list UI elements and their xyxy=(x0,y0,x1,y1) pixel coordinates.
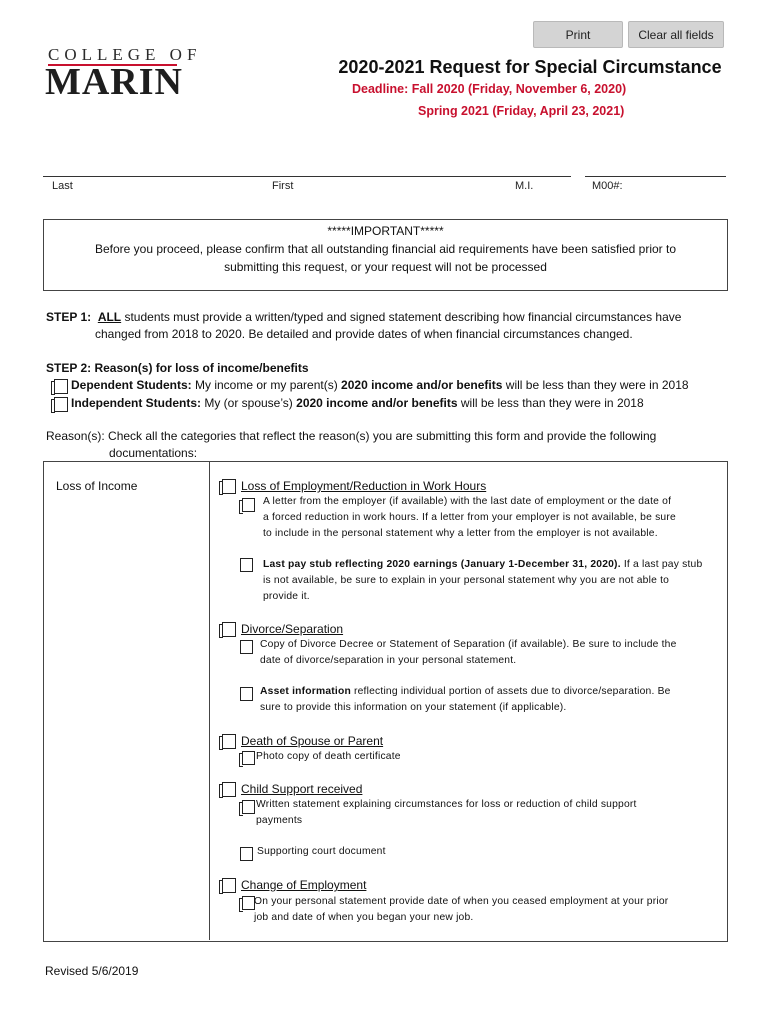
print-button[interactable]: Print xyxy=(533,21,623,48)
loss-of-employment-heading: Loss of Employment/Reduction in Work Hours xyxy=(241,479,487,493)
change-statement-text xyxy=(254,894,668,926)
step1-line-1 xyxy=(46,310,681,324)
step1-line-2: changed from 2018 to 2020. Be detailed and provide dates of when financial circumstances changed. xyxy=(95,327,633,341)
employer-letter-line-1: A letter from the employer (if available) with the last date of employment or the date of xyxy=(263,496,672,507)
pay-stub-text xyxy=(263,557,702,605)
asset-info-bold: Asset information xyxy=(260,686,351,697)
loss-of-employment-checkbox[interactable] xyxy=(222,479,236,494)
reasons-line-1: Reason(s): Check all the categories that reflect the reason(s) you are submitting this form and provide the following xyxy=(46,429,657,443)
asset-info-line-1: reflecting individual portion of assets due to divorce/separation. Be xyxy=(350,686,671,697)
employer-letter-line-2: a forced reduction in work hours. If a letter from your employer is not available, be sure xyxy=(263,512,676,523)
employer-letter-line-3: to include in the personal statement why a letter from the employer is not available. xyxy=(263,528,658,539)
child-support-statement-checkbox[interactable] xyxy=(242,800,255,814)
important-line-2: submitting this request, or your request will not be processed xyxy=(224,260,547,274)
independent-students-text xyxy=(71,396,644,410)
asset-info-line-2: sure to provide this information on your statement (if applicable). xyxy=(260,702,567,713)
dependent-bold: 2020 income and/or benefits xyxy=(341,378,503,392)
dependent-students-text xyxy=(71,378,689,392)
independent-text-1: My (or spouse’s) xyxy=(201,396,297,410)
court-document-checkbox[interactable] xyxy=(240,847,253,861)
step1-text-1: students must provide a written/typed and signed statement describing how financial circumstances have xyxy=(121,310,682,324)
logo-college-of: COLLEGE OF xyxy=(48,45,202,64)
asset-info-checkbox[interactable] xyxy=(240,687,253,701)
name-field-line[interactable] xyxy=(43,176,571,177)
pay-stub-line-1: If a last pay stub xyxy=(620,559,703,570)
revised-date: Revised 5/6/2019 xyxy=(45,964,139,978)
deadline-fall: Deadline: Fall 2020 (Friday, November 6, 2020) xyxy=(352,82,627,96)
m00-label: M00#: xyxy=(592,180,623,192)
divorce-decree-text xyxy=(260,637,677,669)
important-line-1: Before you proceed, please confirm that all outstanding financial aid requirements have been satisfied prior to xyxy=(94,242,676,256)
pay-stub-line-2: is not available, be sure to explain in your personal statement why you are not able to xyxy=(263,575,670,586)
divorce-decree-line-2: date of divorce/separation in your personal statement. xyxy=(260,655,517,666)
last-name-label: Last xyxy=(52,180,73,192)
death-checkbox[interactable] xyxy=(222,734,236,749)
important-notice xyxy=(43,219,728,291)
death-certificate-text: Photo copy of death certificate xyxy=(256,751,401,762)
change-of-employment-checkbox[interactable] xyxy=(222,878,236,893)
dependent-checkbox[interactable] xyxy=(54,379,68,394)
child-support-statement-text xyxy=(256,797,637,829)
divorce-decree-checkbox[interactable] xyxy=(240,640,253,654)
independent-text-2: will be less than they were in 2018 xyxy=(457,396,644,410)
reasons-line-2: documentations: xyxy=(109,446,198,460)
m00-field-line[interactable] xyxy=(585,176,726,177)
table-column-divider xyxy=(209,461,210,940)
court-document-text: Supporting court document xyxy=(257,846,386,857)
dependent-text-2: will be less than they were in 2018 xyxy=(502,378,689,392)
divorce-checkbox[interactable] xyxy=(222,622,236,637)
pay-stub-checkbox[interactable] xyxy=(240,558,253,572)
death-heading: Death of Spouse or Parent xyxy=(241,734,384,748)
asset-info-text xyxy=(260,684,671,716)
dependent-label: Dependent Students: xyxy=(71,378,192,392)
child-support-statement-line-2: payments xyxy=(256,815,303,826)
change-statement-line-2: job and date of when you began your new job. xyxy=(254,912,474,923)
change-statement-line-1: On your personal statement provide date of when you ceased employment at your prior xyxy=(254,896,669,907)
child-support-checkbox[interactable] xyxy=(222,782,236,797)
pay-stub-bold: Last pay stub reflecting 2020 earnings (January 1-December 31, 2020). xyxy=(263,559,621,570)
dependent-text-1: My income or my parent(s) xyxy=(191,378,342,392)
loss-of-income-label: Loss of Income xyxy=(56,479,138,493)
step1-all: ALL xyxy=(97,310,122,324)
child-support-heading: Child Support received xyxy=(241,782,363,796)
pay-stub-line-3: provide it. xyxy=(263,591,310,602)
death-certificate-checkbox[interactable] xyxy=(242,751,255,765)
middle-initial-label: M.I. xyxy=(515,180,534,192)
divorce-decree-line-1: Copy of Divorce Decree or Statement of Separation (if available). Be sure to include the xyxy=(260,639,677,650)
change-of-employment-heading: Change of Employment xyxy=(241,878,367,892)
employer-letter-checkbox[interactable] xyxy=(242,498,255,512)
employer-letter-text xyxy=(263,494,676,542)
child-support-statement-line-1: Written statement explaining circumstances for loss or reduction of child support xyxy=(256,799,637,810)
step1-label: STEP 1: xyxy=(46,310,92,324)
step2-heading: STEP 2: Reason(s) for loss of income/benefits xyxy=(46,361,309,375)
independent-checkbox[interactable] xyxy=(54,397,68,412)
logo-marin: MARIN xyxy=(45,61,183,103)
page-title: 2020-2021 Request for Special Circumstance xyxy=(338,57,722,77)
important-heading: *****IMPORTANT***** xyxy=(327,224,444,238)
deadline-spring: Spring 2021 (Friday, April 23, 2021) xyxy=(418,104,625,118)
independent-label: Independent Students: xyxy=(71,396,201,410)
clear-all-fields-button[interactable]: Clear all fields xyxy=(628,21,724,48)
divorce-heading: Divorce/Separation xyxy=(241,622,344,636)
first-name-label: First xyxy=(272,180,294,192)
independent-bold: 2020 income and/or benefits xyxy=(296,396,458,410)
